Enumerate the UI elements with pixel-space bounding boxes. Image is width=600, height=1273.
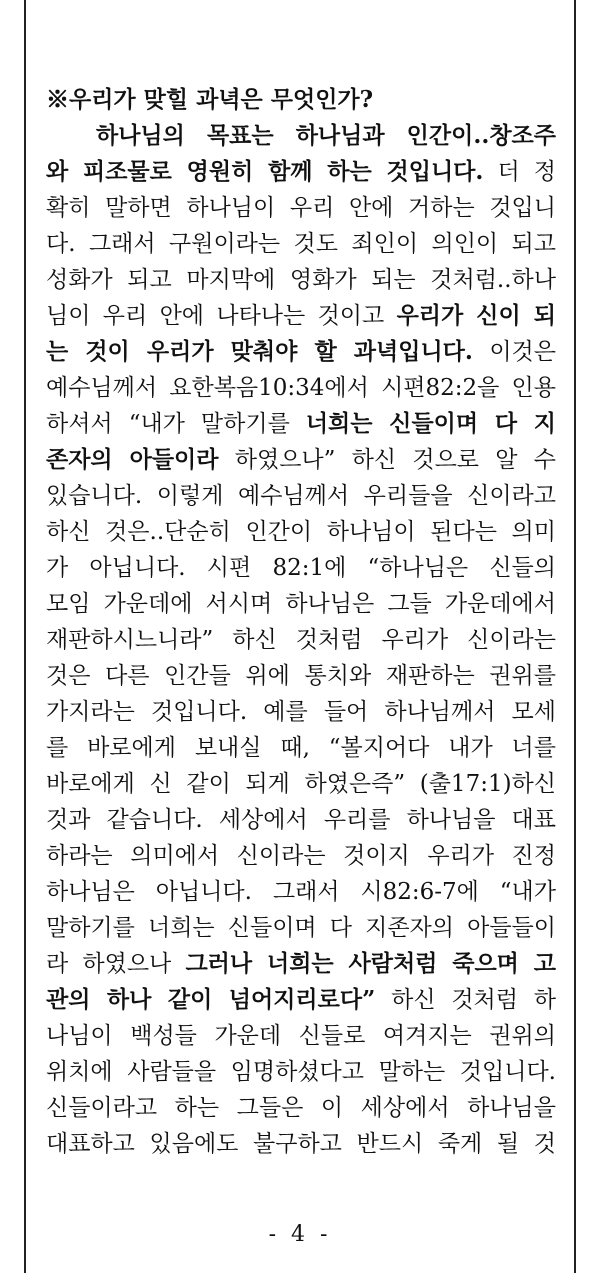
text-line bbox=[46, 586, 556, 622]
text-line bbox=[46, 514, 556, 550]
body-text: 재판하시느니라” 하신 것처럼 우리가 신이라는 bbox=[46, 627, 556, 653]
text-line bbox=[46, 694, 556, 730]
bold-text: 관의 하나 같이 넘어지리로다” bbox=[46, 986, 376, 1013]
right-border-rule bbox=[574, 0, 576, 1273]
bold-text: 와 피조물로 영원히 함께 하는 것입니다. bbox=[46, 158, 484, 185]
body-text: 바로에게 신 같이 되게 하였은즉” (출17:1)하신 bbox=[46, 771, 556, 797]
bold-text: 그러나 너희는 사람처럼 죽으며 고 bbox=[185, 950, 556, 977]
body-text: 것과 같습니다. 세상에서 우리를 하나님을 대표 bbox=[46, 807, 556, 833]
body-text: 말하기를 너희는 신들이며 다 지존자의 아들들이 bbox=[46, 915, 556, 941]
bold-text: 우리가 신이 되 bbox=[396, 302, 556, 329]
body-text: 하라는 의미에서 신이라는 것이지 우리가 진정 bbox=[46, 843, 556, 869]
text-line bbox=[46, 550, 556, 586]
body-text: 하신 것은..단순히 인간이 하나님이 된다는 의미 bbox=[46, 519, 556, 545]
text-line bbox=[46, 1054, 556, 1090]
bold-text: 는 것이 우리가 맞춰야 할 과녁입니다. bbox=[46, 338, 473, 365]
text-line bbox=[46, 370, 556, 406]
body-text: 것은 다른 인간들 위에 통치와 재판하는 권위를 bbox=[46, 663, 556, 689]
text-line bbox=[46, 838, 556, 874]
text-line bbox=[46, 118, 556, 154]
page-number: - 4 - bbox=[268, 1222, 332, 1247]
bold-text: 존자의 아들이라 bbox=[46, 446, 219, 473]
body-text: 하나님은 아닙니다. 그래서 시82:6-7에 “내가 bbox=[46, 879, 556, 905]
body-text: 신들이라고 하는 그들은 이 세상에서 하나님을 bbox=[46, 1095, 556, 1121]
text-line bbox=[46, 730, 556, 766]
body-text: 라 하였으나 bbox=[46, 951, 186, 977]
text-line bbox=[46, 1018, 556, 1054]
text-line bbox=[46, 1090, 556, 1126]
body-text: 이것은 bbox=[472, 339, 556, 365]
text-line bbox=[46, 442, 556, 478]
left-border-rule bbox=[24, 0, 26, 1273]
text-line bbox=[46, 1126, 556, 1162]
text-line bbox=[46, 982, 556, 1018]
paragraph bbox=[46, 118, 556, 1162]
text-line bbox=[46, 262, 556, 298]
text-line bbox=[46, 658, 556, 694]
bold-text: 너희는 신들이며 다 지 bbox=[305, 410, 557, 437]
body-text: 님이 우리 안에 나타나는 것이고 bbox=[46, 303, 397, 329]
body-text: 가지라는 것입니다. 예를 들어 하나님께서 모세 bbox=[46, 699, 556, 725]
body-text: 대표하고 있음에도 불구하고 반드시 죽게 될 것 bbox=[46, 1131, 556, 1157]
text-line bbox=[46, 802, 556, 838]
body-text: 위치에 사람들을 임명하셨다고 말하는 것입니다. bbox=[46, 1059, 556, 1085]
body-text: 가 아닙니다. 시편 82:1에 “하나님은 신들의 bbox=[46, 555, 556, 581]
text-line bbox=[46, 298, 556, 334]
text-line bbox=[46, 190, 556, 226]
bold-text: 하나님의 목표는 하나님과 인간이..창조주 bbox=[96, 122, 556, 149]
body-text: 확히 말하면 하나님이 우리 안에 거하는 것입니 bbox=[46, 195, 556, 221]
text-line bbox=[46, 406, 556, 442]
body-text: 하신 것처럼 하 bbox=[375, 987, 556, 1013]
text-line bbox=[46, 622, 556, 658]
body-text: 성화가 되고 마지막에 영화가 되는 것처럼..하나 bbox=[46, 267, 556, 293]
text-line bbox=[46, 910, 556, 946]
body-text: 하셔서 “내가 말하기를 bbox=[46, 411, 306, 437]
text-line bbox=[46, 874, 556, 910]
body-text: 있습니다. 이렇게 예수님께서 우리들을 신이라고 bbox=[46, 483, 556, 509]
page-body bbox=[46, 82, 556, 1162]
body-text: 더 정 bbox=[483, 159, 556, 185]
text-line bbox=[46, 154, 556, 190]
body-text: 를 바로에게 보내실 때, “볼지어다 내가 너를 bbox=[46, 735, 556, 761]
section-heading: ※우리가 맞힐 과녁은 무엇인가? bbox=[46, 86, 374, 113]
text-line bbox=[46, 946, 556, 982]
body-text: 다. 그래서 구원이라는 것도 죄인이 의인이 되고 bbox=[46, 231, 556, 257]
text-line bbox=[46, 766, 556, 802]
body-text: 하였으나” 하신 것으로 알 수 bbox=[218, 447, 556, 473]
body-text: 모임 가운데에 서시며 하나님은 그들 가운데에서 bbox=[46, 591, 556, 617]
text-line bbox=[46, 226, 556, 262]
body-text: 나님이 백성들 가운데 신들로 여겨지는 권위의 bbox=[46, 1023, 556, 1049]
body-text: 예수님께서 요한복음10:34에서 시편82:2을 인용 bbox=[46, 375, 556, 401]
text-line bbox=[46, 334, 556, 370]
text-line bbox=[46, 478, 556, 514]
